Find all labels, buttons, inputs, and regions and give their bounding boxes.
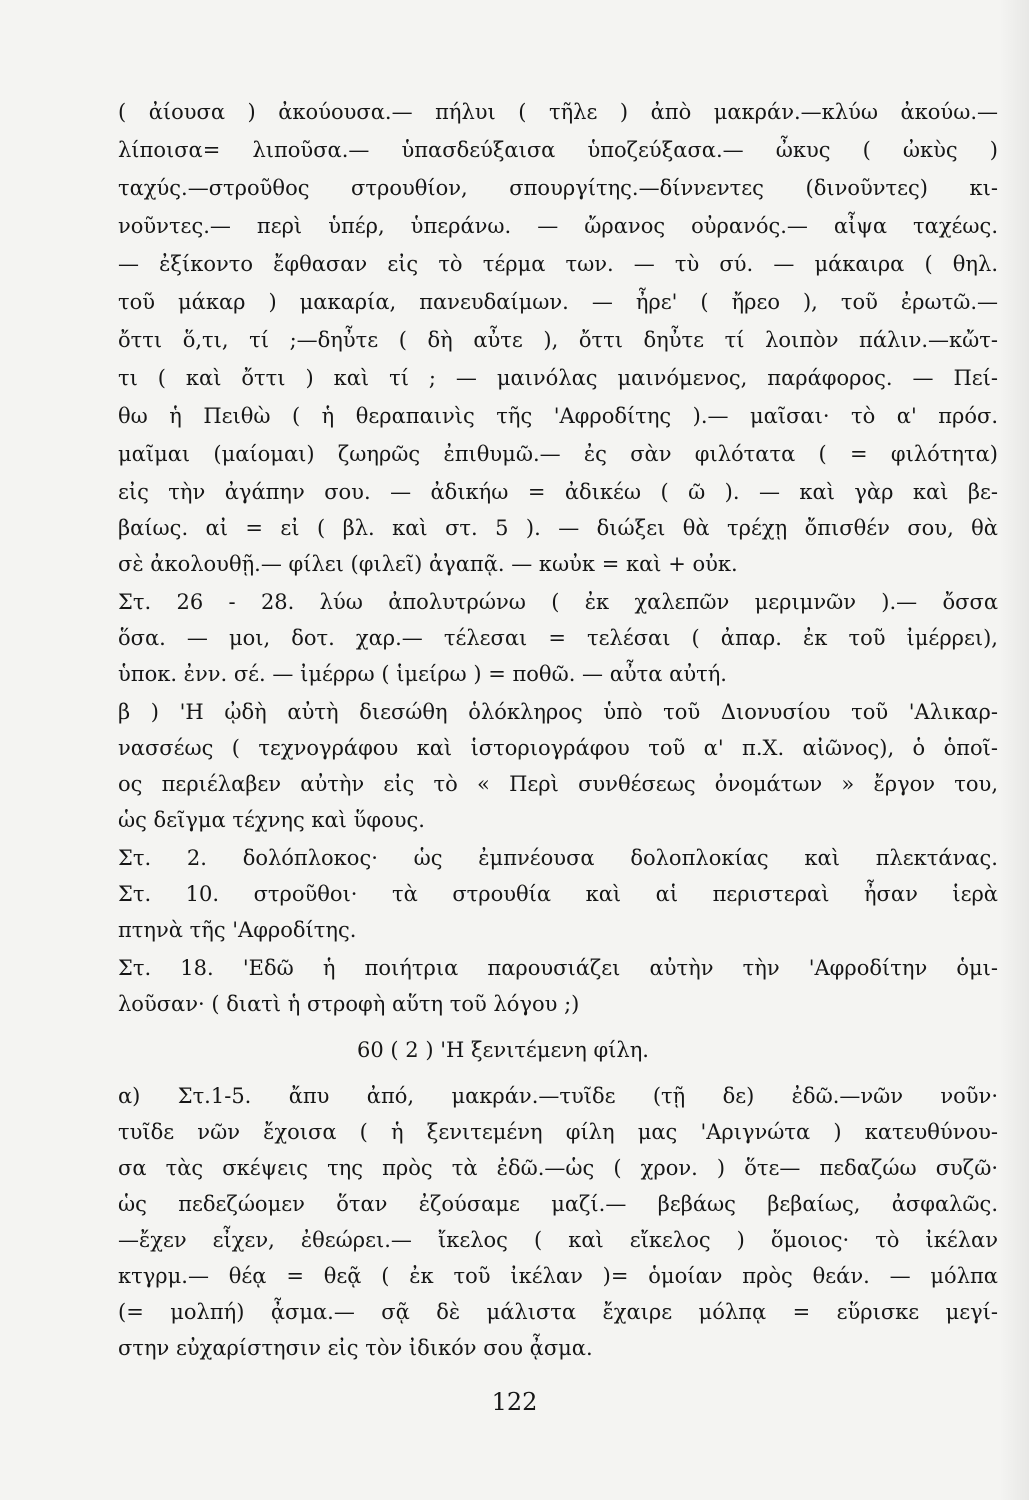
text-line: κτγρμ.— θέᾳ = θεᾷ ( ἐκ τοῦ ἰκέλαν )= ὁμοίαν πρὸς θεάν. — μόλπα xyxy=(118,1264,998,1288)
text-line: τοῦ μάκαρ ) μακαρία, πανευδαίμων. — ἦρε' ( ἤρεο ), τοῦ ἐρωτῶ.— xyxy=(118,290,998,314)
text-line: τυῖδε νῶν ἔχοισα ( ἡ ξενιτεμένη φίλη μας 'Αριγνώτα ) κατευθύνου- xyxy=(118,1120,998,1144)
text-line: Στ. 10. στροῦθοι· τὰ στρουθία καὶ αἱ περιστεραὶ ἦσαν ἱερὰ xyxy=(118,882,998,906)
text-line: Στ. 18. 'Εδῶ ἡ ποιήτρια παρουσιάζει αὐτὴν τὴν 'Αφροδίτην ὁμι- xyxy=(118,956,998,980)
text-line: νασσέως ( τεχνογράφου καὶ ἱστοριογράφου τοῦ α' π.Χ. αἰῶνος), ὁ ὁποῖ- xyxy=(118,736,998,760)
page-number: 122 xyxy=(491,1388,538,1416)
text-line: ὡς πεδεζώομεν ὅταν ἐζούσαμε μαζί.— βεβάως βεβαίως, ἀσφαλῶς. xyxy=(118,1192,998,1216)
text-line: τι ( καὶ ὄττι ) καὶ τί ; — μαινόλας μαινόμενος, παράφορος. — Πεί- xyxy=(118,366,998,390)
text-line: λίποισα= λιποῦσα.— ὑπασδεύξαισα ὑποζεύξασα.— ὦκυς ( ὠκὺς ) xyxy=(118,138,998,162)
text-line: νοῦντες.— περὶ ὑπέρ, ὑπεράνω. — ὤρανος οὐρανός.— αἶψα ταχέως. xyxy=(118,214,998,238)
page-edge-shadow xyxy=(999,0,1029,1500)
text-line: — ἐξίκοντο ἔφθασαν εἰς τὸ τέρμα των. — τὺ σύ. — μάκαιρα ( θηλ. xyxy=(118,252,998,276)
text-line: —ἔχεν εἶχεν, ἐθεώρει.— ἴκελος ( καὶ εἴκελος ) ὅμοιος· τὸ ἰκέλαν xyxy=(118,1228,998,1252)
text-line: β ) 'Η ᾠδὴ αὐτὴ διεσώθη ὁλόκληρος ὑπὸ τοῦ Διονυσίου τοῦ 'Αλικαρ- xyxy=(118,700,998,724)
text-line: Στ. 26 - 28. λύω ἀπολυτρώνω ( ἐκ χαλεπῶν μεριμνῶν ).— ὄσσα xyxy=(118,590,998,614)
text-line: Στ. 2. δολόπλοκος· ὡς ἐμπνέουσα δολοπλοκίας καὶ πλεκτάνας. xyxy=(118,846,998,870)
text-line: ὑποκ. ἐνν. σέ. — ἰμέρρω ( ἱμείρω ) = ποθῶ. — αὖτα αὐτή. xyxy=(118,662,727,686)
text-line: στην εὐχαρίστησιν εἰς τὸν ἰδικόν σου ᾆσμα. xyxy=(118,1336,593,1360)
text-line: (= μολπή) ᾆσμα.— σᾷ δὲ μάλιστα ἔχαιρε μόλπᾳ = εὕρισκε μεγί- xyxy=(118,1300,998,1324)
text-line: μαῖμαι (μαίομαι) ζωηρῶς ἐπιθυμῶ.— ἐς σὰν φιλότατα ( = φιλότητα) xyxy=(118,442,998,466)
text-line: βαίως. αἰ = εἰ ( βλ. καὶ στ. 5 ). — διώξει θὰ τρέχῃ ὄπισθέν σου, θὰ xyxy=(118,516,998,540)
text-line: ὄττι ὅ,τι, τί ;—δηὖτε ( δὴ αὖτε ), ὄττι δηὖτε τί λοιπὸν πάλιν.—κὤτ- xyxy=(118,328,998,352)
text-line: εἰς τὴν ἀγάπην σου. — ἀδικήω = ἀδικέω ( ῶ ). — καὶ γὰρ καὶ βε- xyxy=(118,480,998,504)
text-line: λοῦσαν· ( διατὶ ἡ στροφὴ αὕτη τοῦ λόγου ;) xyxy=(118,992,580,1016)
text-line: σα τὰς σκέψεις της πρὸς τὰ ἐδῶ.—ὡς ( χρον. ) ὅτε— πεδαζώω συζῶ· xyxy=(118,1156,998,1180)
text-line: θω ἡ Πειθὼ ( ἡ θεραπαινὶς τῆς 'Αφροδίτης ).— μαῖσαι· τὸ α' πρόσ. xyxy=(118,404,998,428)
text-line: ὅσα. — μοι, δοτ. χαρ.— τέλεσαι = τελέσαι ( ἀπαρ. ἐκ τοῦ ἰμέρρει), xyxy=(118,626,998,650)
text-line: α) Στ.1-5. ἄπυ ἀπό, μακράν.—τυῖδε (τῇ δε) ἐδῶ.—νῶν νοῦν· xyxy=(118,1084,998,1108)
text-line: πτηνὰ τῆς 'Αφροδίτης. xyxy=(118,918,357,942)
text-line: ὡς δεῖγμα τέχνης καὶ ὕφους. xyxy=(118,808,425,832)
section-heading: 60 ( 2 ) 'Η ξενιτέμενη φίλη. xyxy=(357,1038,649,1062)
text-line: ος περιέλαβεν αὐτὴν εἰς τὸ « Περὶ συνθέσεως ὀνομάτων » ἔργον του, xyxy=(118,772,998,796)
text-line: ( ἀίουσα ) ἀκούουσα.— πήλυι ( τῆλε ) ἀπὸ μακράν.—κλύω ἀκούω.— xyxy=(118,100,998,124)
text-line: ταχύς.—στροῦθος στρουθίον, σπουργίτης.—δίννεντες (δινοῦντες) κι- xyxy=(118,176,998,200)
text-line: σὲ ἀκολουθῇ.— φίλει (φιλεῖ) ἀγαπᾷ. — κωὐκ = καὶ + οὐκ. xyxy=(118,552,738,576)
